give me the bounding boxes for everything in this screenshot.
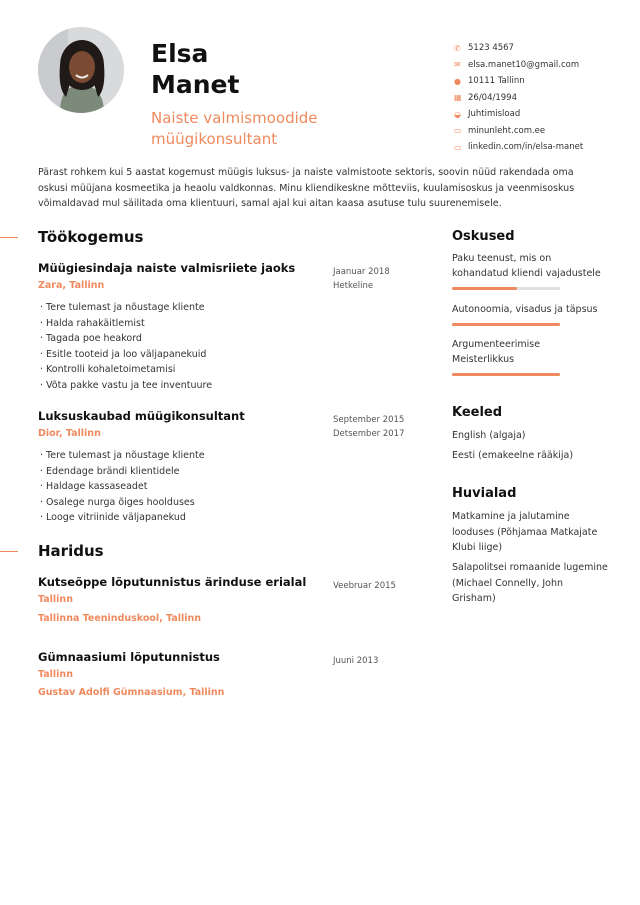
job-company: Zara, Tallinn <box>38 280 105 291</box>
contact-license <box>454 106 583 123</box>
contact-website <box>454 123 583 140</box>
job-title: Luksuskaubad müügikonsultant <box>38 409 245 423</box>
skill-item <box>452 302 608 317</box>
skills-heading: Oskused <box>452 229 515 244</box>
job-company: Dior, Tallinn <box>38 428 101 439</box>
candidate-name <box>151 38 239 100</box>
contact-text: elsa.manet10@gmail.com <box>468 59 580 70</box>
contact-text: 5123 4567 <box>468 43 514 54</box>
job-duties-list <box>40 448 205 526</box>
location-icon: ● <box>454 76 461 86</box>
degree-city: Tallinn <box>38 594 73 605</box>
list-item: · Halda rahakäitlemist <box>40 316 212 332</box>
date-end: Detsember 2017 <box>333 429 405 439</box>
hobby-line: Salapolitsei romaanide lugemine <box>452 562 608 573</box>
language-item: English (algaja) <box>452 430 526 441</box>
hobby-line: Grisham) <box>452 593 496 604</box>
list-item: · Osalege nurga õiges hoolduses <box>40 495 205 511</box>
skill-item <box>452 337 608 367</box>
title-line-1: Naiste valmismoodide <box>151 109 318 127</box>
languages-heading: Keeled <box>452 405 503 420</box>
list-item: · Haldage kassaseadet <box>40 479 205 495</box>
degree-title: Gümnaasiumi lõputunnistus <box>38 650 220 664</box>
profile-summary: Pärast rohkem kui 5 aastat kogemust müügis luksus- ja naiste valmistoote sektoris, soovin nüüd rakendada oma oskusi müüjana kosmeetika ja heaolu valdkonnas. Minu kliendikeskne mõtteviis, kuulamisoskus ja veenmisoskus võimaldavad mul säilitada oma klientuuri, samal ajal kui aitan kaasa asutuse tulu suurenemisele. <box>38 167 575 209</box>
last-name: Manet <box>151 70 240 99</box>
skill-bar-fill <box>452 287 517 290</box>
date-start: Jaanuar 2018 <box>333 267 390 277</box>
hobbies-heading: Huvialad <box>452 486 517 501</box>
list-item: · Võta pakke vastu ja tee inventuure <box>40 378 212 394</box>
list-item: · Kontrolli kohaletoimetamisi <box>40 362 212 378</box>
contact-text: 26/04/1994 <box>468 92 517 103</box>
hobby-item <box>452 560 610 607</box>
contact-email <box>454 57 583 74</box>
contact-text: linkedin.com/in/elsa-manet <box>468 142 584 153</box>
contact-text: 10111 Tallinn <box>468 76 525 87</box>
first-name: Elsa <box>151 39 209 68</box>
degree-title: Kutseõppe lõputunnistus ärinduse erialal <box>38 575 307 589</box>
hobby-item <box>452 509 610 556</box>
calendar-icon: ▦ <box>454 93 462 103</box>
skill-label: Argumenteerimise <box>452 339 541 350</box>
contact-list <box>454 40 583 156</box>
list-item: · Tere tulemast ja nõustage kliente <box>40 448 205 464</box>
skill-bar <box>452 373 560 376</box>
job-title-headline <box>151 108 351 150</box>
phone-icon: ✆ <box>454 43 461 53</box>
degree-city: Tallinn <box>38 669 73 680</box>
skill-bar-fill <box>452 373 560 376</box>
job-dates <box>333 413 405 441</box>
hobby-line: (Michael Connelly, John <box>452 577 564 589</box>
job-duties-list <box>40 300 212 393</box>
list-item: · Looge vitriinide väljapanekud <box>40 510 205 526</box>
job-title: Müügiesindaja naiste valmisriiete jaoks <box>38 261 296 275</box>
language-item: Eesti (emakeelne rääkija) <box>452 450 574 461</box>
degree-school: Gustav Adolfi Gümnaasium, Tallinn <box>38 687 225 698</box>
job-dates <box>333 265 390 293</box>
title-line-2: müügikonsultant <box>151 130 278 148</box>
section-accent-line <box>0 551 18 552</box>
skill-item <box>452 251 608 281</box>
contact-text: minunleht.com.ee <box>468 125 546 136</box>
skill-label: Paku teenust, mis on <box>452 253 552 264</box>
experience-heading: Töökogemus <box>38 228 144 246</box>
contact-birthdate <box>454 90 583 107</box>
contact-text: Juhtimisload <box>468 109 521 120</box>
skill-label: kohandatud kliendi vajadustele <box>452 268 601 279</box>
list-item: · Tere tulemast ja nõustage kliente <box>40 300 212 316</box>
date-start: September 2015 <box>333 415 405 425</box>
skill-label: Autonoomia, visadus ja täpsus <box>452 304 598 315</box>
mail-icon: ✉ <box>454 60 461 70</box>
hobby-line: Matkamine ja jalutamine <box>452 511 570 522</box>
linkedin-icon: ▭ <box>454 142 462 152</box>
contact-phone <box>454 40 583 57</box>
degree-school: Tallinna Teeninduskool, Tallinn <box>38 613 202 624</box>
skill-bar-fill <box>452 323 560 326</box>
contact-address <box>454 73 583 90</box>
education-heading: Haridus <box>38 542 104 560</box>
contact-linkedin <box>454 139 583 156</box>
monitor-icon: ▭ <box>454 126 462 136</box>
skill-label: Meisterlikkus <box>452 354 515 365</box>
hobby-line: Klubi liige) <box>452 542 503 553</box>
list-item: · Tagada poe heakord <box>40 331 212 347</box>
list-item: · Edendage brändi klientidele <box>40 464 205 480</box>
list-item: · Esitle tooteid ja loo väljapanekuid <box>40 347 212 363</box>
skill-bar <box>452 323 560 326</box>
profile-photo <box>38 27 124 113</box>
degree-date: Veebruar 2015 <box>333 581 396 591</box>
section-accent-line <box>0 237 18 238</box>
degree-date: Juuni 2013 <box>333 656 379 666</box>
hobby-line: looduses (Põhjamaa Matkajate <box>452 526 598 538</box>
date-end: Hetkeline <box>333 281 374 291</box>
car-icon: ◒ <box>454 109 461 119</box>
skill-bar <box>452 287 560 290</box>
